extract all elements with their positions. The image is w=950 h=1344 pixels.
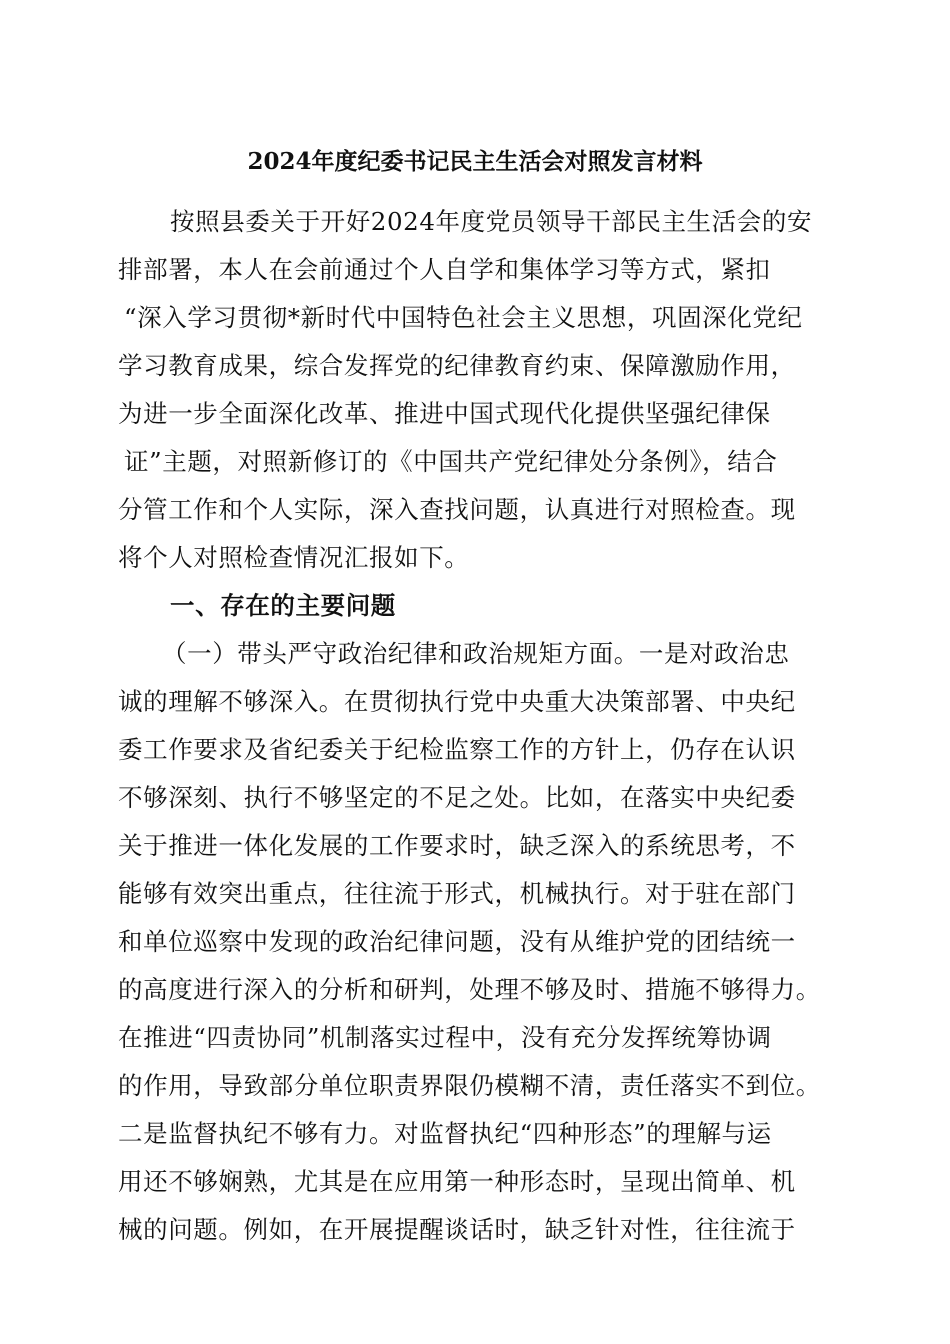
document-title: 2024年度纪委书记民主生活会对照发言材料: [247, 148, 703, 175]
body-line-19: 二是监督执纪不够有力。对监督执纪“四种形态”的理解与运: [118, 1119, 772, 1148]
section-heading-1: 一、存在的主要问题: [170, 591, 396, 620]
body-line-18: 的作用，导致部分单位职责界限仍模糊不清，责任落实不到位。: [118, 1071, 821, 1100]
body-line-4: 学习教育成果，综合发挥党的纪律教育约束、保障激励作用，: [118, 351, 796, 380]
body-line-2: 排部署，本人在会前通过个人自学和集体学习等方式，紧扣: [118, 255, 771, 284]
body-line-11: 委工作要求及省纪委关于纪检监察工作的方针上，仍存在认识: [118, 735, 796, 764]
body-line-14: 能够有效突出重点，往往流于形式，机械执行。对于驻在部门: [118, 879, 796, 908]
body-line-1: 按照县委关于开好2024年度党员领导干部民主生活会的安: [170, 207, 813, 236]
body-line-20: 用还不够娴熟，尤其是在应用第一种形态时，呈现出简单、机: [118, 1167, 796, 1196]
body-line-8: 将个人对照检查情况汇报如下。: [118, 543, 470, 572]
body-line-15: 和单位巡察中发现的政治纪律问题，没有从维护党的团结统一: [118, 927, 796, 956]
body-line-6: 证”主题，对照新修订的《中国共产党纪律处分条例》，结合: [124, 447, 778, 476]
body-line-21: 械的问题。例如，在开展提醒谈话时，缺乏针对性，往往流于: [118, 1215, 796, 1244]
body-line-5: 为进一步全面深化改革、推进中国式现代化提供坚强纪律保: [118, 399, 771, 428]
body-line-9: （一）带头严守政治纪律和政治规矩方面。一是对政治忠: [162, 639, 790, 668]
body-line-10: 诚的理解不够深入。在贯彻执行党中央重大决策部署、中央纪: [118, 687, 796, 716]
body-line-13: 关于推进一体化发展的工作要求时，缺乏深入的系统思考，不: [118, 831, 796, 860]
body-line-16: 的高度进行深入的分析和研判，处理不够及时、措施不够得力。: [118, 975, 821, 1004]
body-line-17: 在推进“四责协同”机制落实过程中，没有充分发挥统筹协调: [118, 1023, 772, 1052]
body-line-3: “深入学习贯彻*新时代中国特色社会主义思想，巩固深化党纪: [124, 303, 803, 332]
body-line-7: 分管工作和个人实际，深入查找问题，认真进行对照检查。现: [118, 495, 796, 524]
body-line-12: 不够深刻、执行不够坚定的不足之处。比如，在落实中央纪委: [118, 783, 796, 812]
